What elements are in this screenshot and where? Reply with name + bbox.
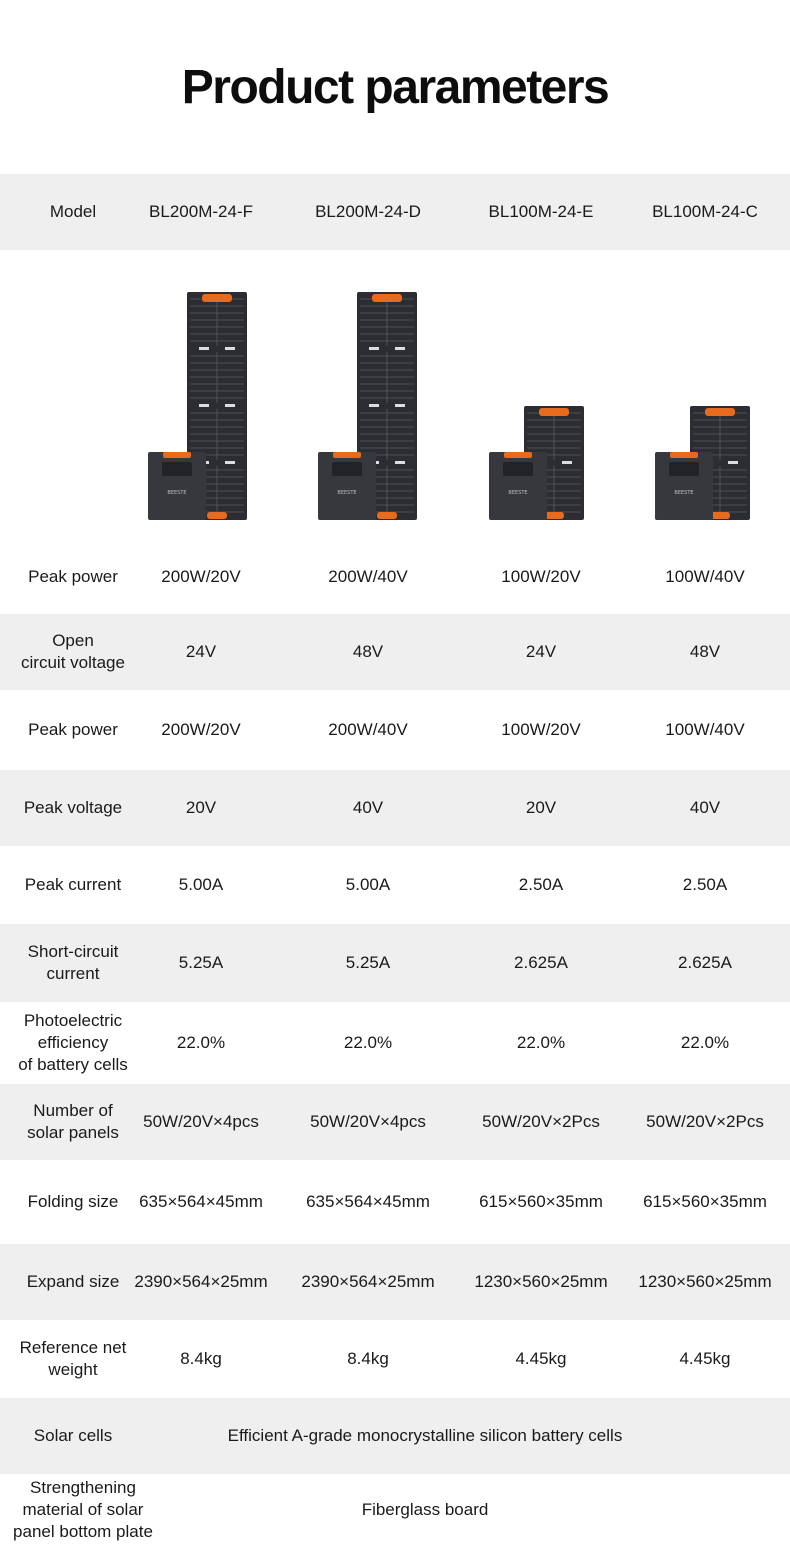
model-label: Model xyxy=(49,202,97,221)
hinge xyxy=(395,404,405,407)
row-value: 100W/20V xyxy=(501,567,581,586)
row-value: 100W/40V xyxy=(665,567,745,586)
row-value: 50W/20V×2Pcs xyxy=(482,1112,600,1131)
spec-row xyxy=(0,614,790,690)
row-label: Expand size xyxy=(26,1272,120,1291)
pocket xyxy=(162,462,192,476)
handle xyxy=(539,408,569,416)
hinge xyxy=(369,347,379,350)
handle xyxy=(504,452,532,458)
spec-row xyxy=(0,1084,790,1160)
handle xyxy=(670,452,698,458)
bottom-plate-row xyxy=(0,1474,790,1546)
row-value: 22.0% xyxy=(516,1033,566,1052)
row-value: 24V xyxy=(525,642,557,661)
row-value: 8.4kg xyxy=(347,1349,389,1368)
solar-panel-product xyxy=(655,406,750,520)
model-name: BL100M-24-C xyxy=(652,202,758,221)
row-value: 100W/20V xyxy=(501,720,581,739)
row-label: Peak power xyxy=(28,720,118,739)
hinge xyxy=(728,461,738,464)
row-value: 200W/20V xyxy=(161,720,241,739)
pocket xyxy=(503,462,533,476)
row-label: Short-circuit current xyxy=(27,942,119,983)
hinge xyxy=(562,461,572,464)
row-value: 20V xyxy=(185,798,217,817)
solar-cells-row xyxy=(0,1398,790,1474)
pocket xyxy=(332,462,362,476)
row-value: Efficient A-grade monocrystalline silicon battery cells xyxy=(227,1426,623,1445)
row-value: 2.625A xyxy=(514,953,568,972)
spec-row xyxy=(0,770,790,846)
hinge xyxy=(225,347,235,350)
row-label: Peak current xyxy=(24,875,122,894)
row-value: 50W/20V×4pcs xyxy=(143,1112,259,1131)
row-value: 200W/20V xyxy=(161,567,241,586)
row-value: 615×560×35mm xyxy=(643,1192,767,1211)
row-label: Number of solar panels xyxy=(27,1101,119,1142)
row-label: Folding size xyxy=(27,1192,119,1211)
row-value: 2.625A xyxy=(678,953,732,972)
hinge xyxy=(225,404,235,407)
row-value: 5.00A xyxy=(345,875,391,894)
handle xyxy=(202,294,232,302)
brand-logo: BEESTE xyxy=(337,490,357,496)
row-value: 24V xyxy=(185,642,217,661)
row-label: Reference net weight xyxy=(19,1338,127,1379)
row-value: 5.00A xyxy=(178,875,224,894)
hinge xyxy=(369,404,379,407)
hinge xyxy=(199,347,209,350)
row-value: 22.0% xyxy=(176,1033,226,1052)
row-value: 22.0% xyxy=(680,1033,730,1052)
row-label: Photoelectric efficiency of battery cells xyxy=(18,1011,128,1074)
row-value: 2390×564×25mm xyxy=(301,1272,435,1291)
brand-logo: BEESTE xyxy=(674,490,694,496)
handle xyxy=(705,408,735,416)
handle xyxy=(333,452,361,458)
row-label: Peak voltage xyxy=(23,798,123,817)
row-label: Strengthening material of solar panel bottom plate xyxy=(13,1478,153,1541)
row-value: 2.50A xyxy=(682,875,728,894)
row-value: 635×564×45mm xyxy=(306,1192,430,1211)
hinge xyxy=(395,461,405,464)
row-label: Open circuit voltage xyxy=(21,631,125,672)
row-value: 8.4kg xyxy=(180,1349,222,1368)
solar-panel-product xyxy=(318,292,417,520)
row-value: 200W/40V xyxy=(328,567,408,586)
row-value: 1230×560×25mm xyxy=(638,1272,772,1291)
spec-row xyxy=(0,690,790,770)
model-name: BL200M-24-D xyxy=(315,202,421,221)
row-value: 2390×564×25mm xyxy=(134,1272,268,1291)
solar-panel-product xyxy=(148,292,247,520)
row-value: 50W/20V×4pcs xyxy=(310,1112,426,1131)
row-value: 48V xyxy=(352,642,384,661)
row-value: 22.0% xyxy=(343,1033,393,1052)
row-value: Fiberglass board xyxy=(361,1500,489,1519)
spec-row xyxy=(0,846,790,924)
header-row xyxy=(0,174,790,250)
spec-row xyxy=(0,1002,790,1084)
page-title: Product parameters xyxy=(181,61,609,114)
hinge xyxy=(199,404,209,407)
row-value: 5.25A xyxy=(178,953,224,972)
handle xyxy=(207,512,227,519)
pocket xyxy=(669,462,699,476)
row-value: 2.50A xyxy=(518,875,564,894)
row-value: 48V xyxy=(689,642,721,661)
row-value: 40V xyxy=(352,798,384,817)
row-value: 5.25A xyxy=(345,953,391,972)
spec-row xyxy=(0,1320,790,1398)
spec-row xyxy=(0,1244,790,1320)
model-name: BL100M-24-E xyxy=(488,202,594,221)
model-name: BL200M-24-F xyxy=(149,202,253,221)
handle xyxy=(163,452,191,458)
product-images-svg xyxy=(0,250,790,540)
row-value: 4.45kg xyxy=(515,1349,567,1368)
row-label: Peak power xyxy=(28,567,118,586)
handle xyxy=(377,512,397,519)
row-value: 1230×560×25mm xyxy=(474,1272,608,1291)
row-value: 200W/40V xyxy=(328,720,408,739)
hinge xyxy=(395,347,405,350)
brand-logo: BEESTE xyxy=(167,490,187,496)
product-images xyxy=(0,250,790,540)
hinge xyxy=(225,461,235,464)
row-value: 615×560×35mm xyxy=(479,1192,603,1211)
row-value: 20V xyxy=(525,798,557,817)
row-value: 100W/40V xyxy=(665,720,745,739)
spec-row xyxy=(0,540,790,614)
row-value: 50W/20V×2Pcs xyxy=(646,1112,764,1131)
handle xyxy=(372,294,402,302)
row-value: 4.45kg xyxy=(679,1349,731,1368)
spec-row xyxy=(0,1160,790,1244)
row-label: Solar cells xyxy=(33,1426,113,1445)
spec-row xyxy=(0,924,790,1002)
row-value: 635×564×45mm xyxy=(139,1192,263,1211)
brand-logo: BEESTE xyxy=(508,490,528,496)
row-value: 40V xyxy=(689,798,721,817)
solar-panel-product xyxy=(489,406,584,520)
